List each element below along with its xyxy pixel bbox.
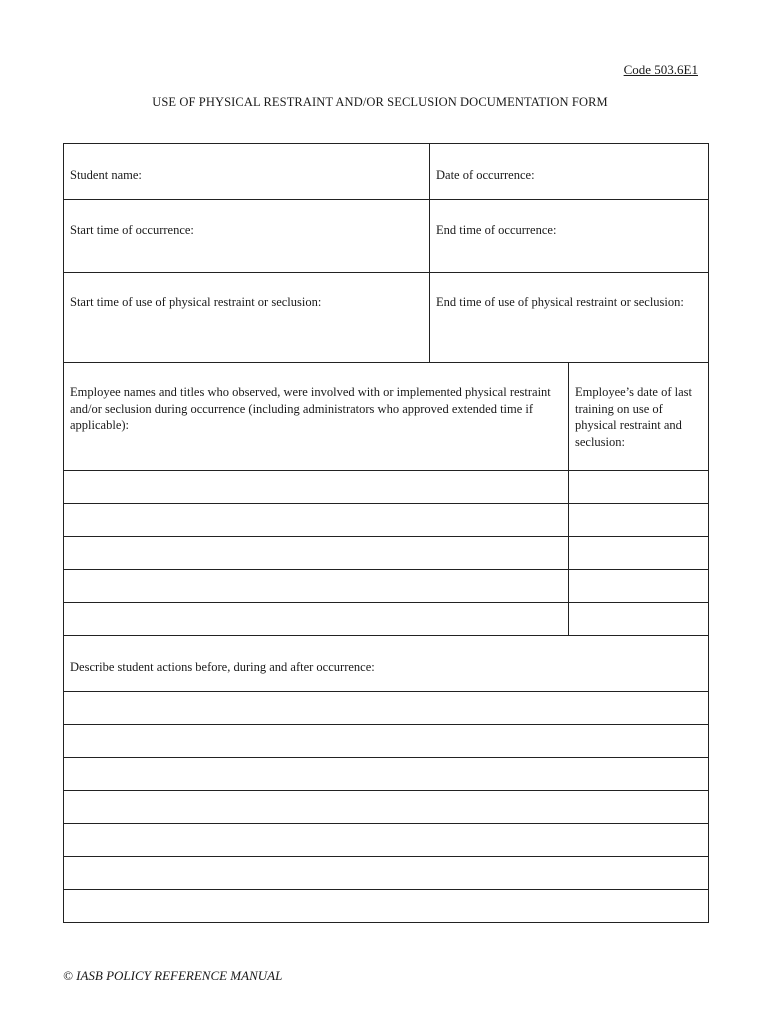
student-actions-input[interactable] [64,758,709,790]
form-row-employee-header [64,363,709,471]
student-actions-input[interactable] [64,692,709,724]
student-actions-input[interactable] [64,890,709,922]
employee-row [64,603,709,636]
footer-copyright: © IASB POLICY REFERENCE MANUAL [63,968,283,983]
employee-names-label: Employee names and titles who observed, were involved with or implemented physical restraint and/or seclusion during occurrence (including administrators who approved extended time if applicable): [70,385,551,432]
student-actions-line [64,692,709,725]
employee-training-header [569,363,709,470]
student-actions-header [64,636,709,691]
end-time-occurrence-label: End time of occurrence: [436,223,557,237]
start-time-occurrence-field[interactable] [64,200,430,272]
end-time-occurrence-field[interactable] [430,200,709,272]
employee-name-input[interactable] [64,471,569,503]
start-time-occurrence-label: Start time of occurrence: [70,223,194,237]
start-time-restraint-label: Start time of use of physical restraint or seclusion: [70,295,322,309]
student-actions-line [64,857,709,890]
form-title: USE OF PHYSICAL RESTRAINT AND/OR SECLUSION DOCUMENTATION FORM [152,95,608,109]
end-time-restraint-field[interactable] [430,273,709,362]
form-row-student [64,144,709,200]
employee-names-header [64,363,569,470]
employee-training-date-input[interactable] [569,603,709,635]
employee-training-label: Employee’s date of last training on use of physical restraint and seclusion: [575,385,692,449]
employee-row [64,537,709,570]
student-actions-line [64,758,709,791]
employee-training-date-input[interactable] [569,471,709,503]
student-actions-input[interactable] [64,791,709,823]
employee-row [64,471,709,504]
employee-training-date-input[interactable] [569,570,709,602]
employee-name-input[interactable] [64,570,569,602]
date-of-occurrence-label: Date of occurrence: [436,168,535,182]
document-code: Code 503.6E1 [623,62,698,77]
employee-row [64,504,709,537]
student-actions-label: Describe student actions before, during and after occurrence: [70,660,375,674]
form-row-occurrence-times [64,200,709,273]
end-time-restraint-label: End time of use of physical restraint or seclusion: [436,295,684,309]
student-actions-line [64,725,709,758]
employee-name-input[interactable] [64,537,569,569]
form-row-restraint-times [64,273,709,363]
student-actions-input[interactable] [64,824,709,856]
student-actions-input[interactable] [64,857,709,889]
date-of-occurrence-field[interactable] [430,144,709,199]
employee-name-input[interactable] [64,603,569,635]
documentation-form [63,143,709,923]
student-name-label: Student name: [70,168,142,182]
student-name-field[interactable] [64,144,430,199]
student-actions-line [64,824,709,857]
employee-training-date-input[interactable] [569,504,709,536]
form-row-student-actions-header [64,636,709,692]
employee-name-input[interactable] [64,504,569,536]
employee-row [64,570,709,603]
employee-training-date-input[interactable] [569,537,709,569]
start-time-restraint-field[interactable] [64,273,430,362]
student-actions-line [64,791,709,824]
student-actions-line [64,890,709,923]
student-actions-input[interactable] [64,725,709,757]
